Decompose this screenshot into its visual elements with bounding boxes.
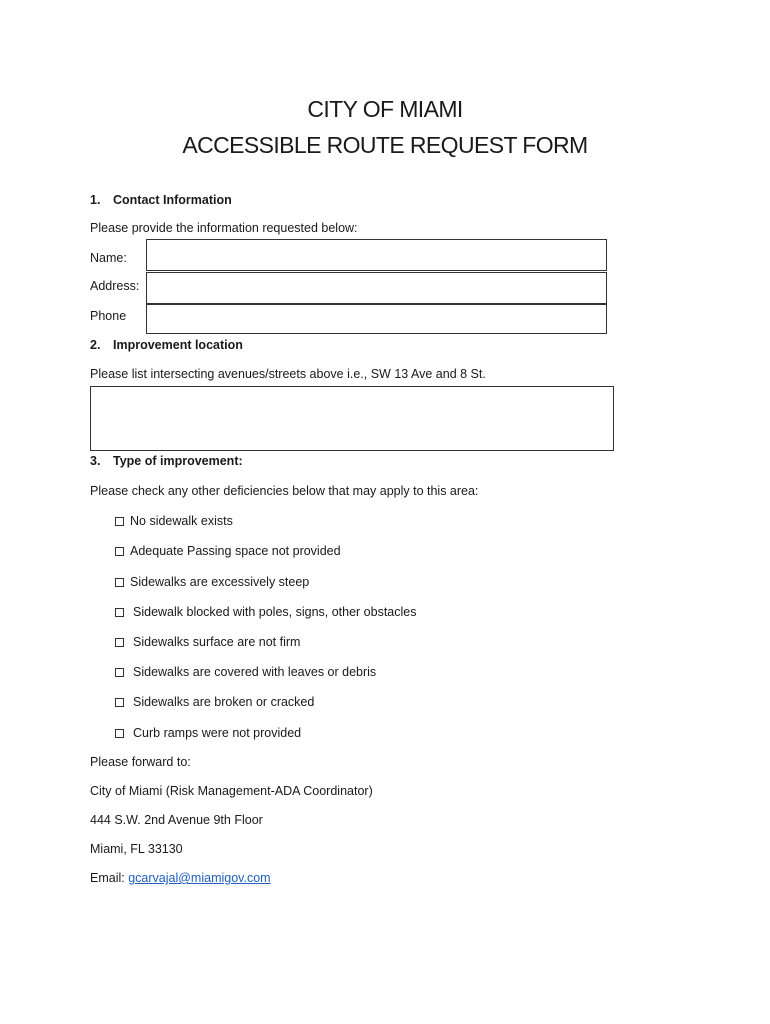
form-title-city: CITY OF MIAMI [307,96,463,122]
section-3-title: Type of improvement: [113,454,243,468]
forward-email-line [90,871,271,885]
option-label: No sidewalk exists [130,514,233,528]
section-3-number: 3. [90,454,101,468]
forward-office: City of Miami (Risk Management-ADA Coordinator) [90,784,373,798]
improvement-location-field[interactable] [90,386,614,451]
section-1-instruction: Please provide the information requested below: [90,221,358,235]
name-label: Name: [90,251,127,265]
section-2-number: 2. [90,338,101,352]
phone-label: Phone [90,309,127,323]
email-label: Email: [90,871,125,885]
checkbox[interactable] [115,517,124,526]
checkbox[interactable] [115,698,124,707]
checkbox[interactable] [115,547,124,556]
option-label: Curb ramps were not provided [133,726,302,740]
section-2-instruction: Please list intersecting avenues/streets above i.e., SW 13 Ave and 8 St. [90,367,486,381]
phone-field[interactable] [146,304,607,334]
section-1-heading [90,193,232,207]
checkbox[interactable] [115,638,124,647]
checkbox[interactable] [115,578,124,587]
checkbox[interactable] [115,608,124,617]
address-field[interactable] [146,272,607,304]
checkbox-option-broken[interactable] [115,695,314,709]
option-label: Sidewalks are excessively steep [130,575,310,589]
checkbox-option-curb-ramps[interactable] [115,726,301,740]
option-label: Sidewalk blocked with poles, signs, other obstacles [133,605,417,619]
email-link[interactable]: gcarvajal@miamigov.com [128,871,271,885]
option-label: Adequate Passing space not provided [130,544,341,558]
checkbox-option-no-sidewalk[interactable] [115,514,233,528]
checkbox-option-passing-space[interactable] [115,544,341,558]
checkbox-option-leaves-debris[interactable] [115,665,376,679]
checkbox[interactable] [115,668,124,677]
name-field[interactable] [146,239,607,271]
section-3-instruction: Please check any other deficiencies below that may apply to this area: [90,484,479,498]
section-2-title: Improvement location [113,338,243,352]
option-label: Sidewalks surface are not firm [133,635,301,649]
section-3-heading [90,454,243,468]
section-1-title: Contact Information [113,193,232,207]
checkbox-option-not-firm[interactable] [115,635,300,649]
option-label: Sidewalks are covered with leaves or debris [133,665,377,679]
address-label: Address: [90,279,140,293]
section-1-number: 1. [90,193,101,207]
form-title: ACCESSIBLE ROUTE REQUEST FORM [182,132,588,158]
checkbox-option-blocked[interactable] [115,605,416,619]
checkbox[interactable] [115,729,124,738]
forward-intro: Please forward to: [90,755,191,769]
forward-city: Miami, FL 33130 [90,842,183,856]
section-2-heading [90,338,243,352]
forward-street: 444 S.W. 2nd Avenue 9th Floor [90,813,263,827]
option-label: Sidewalks are broken or cracked [133,695,315,709]
checkbox-option-steep[interactable] [115,575,309,589]
